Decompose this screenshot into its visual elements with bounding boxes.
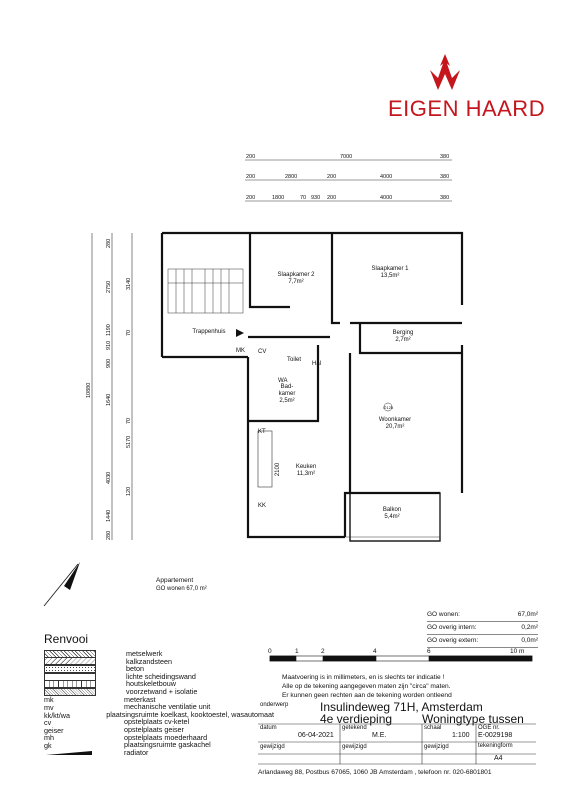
top-dimensions (240, 150, 460, 210)
legend-key-cv: cv (44, 718, 52, 728)
room-slaapkamer-2-name: Slaapkamer 2 (277, 272, 315, 278)
room-balkon (372, 507, 412, 521)
dim-left-inner-2: 2750 (106, 280, 112, 293)
room-balkon-area: 5,4m² (384, 514, 400, 520)
legend-key-mv: mv (44, 702, 54, 712)
tb-type: Woningtype tussen (422, 712, 524, 726)
legend-row-voorzetwand (44, 688, 274, 696)
dim-left-mid-4: 5170 (126, 435, 132, 448)
legend-label: plaatsingsruimte koelkast, kooktoestel, wasautomaat (106, 709, 274, 719)
scale-tick-4: 4 (373, 648, 377, 655)
dim-row2-c: 200 (327, 174, 337, 180)
renvooi-title: Renvooi (44, 632, 89, 646)
dim-row3-b: 1800 (272, 195, 285, 201)
eigen-haard-logo-mark (424, 54, 466, 90)
tb-tekeningform: A4 (494, 755, 503, 762)
room-woonkamer (372, 417, 418, 431)
go-value: 67,0m² (517, 611, 538, 618)
room-badkamer-line2: kamer (278, 391, 296, 397)
room-balkon-name: Balkon (382, 507, 402, 513)
note-line: Alle op de tekening aangegeven maten zijn "circa" maten. (282, 683, 451, 691)
room-slaapkamer-1 (360, 266, 420, 280)
scale-end-label: 10 m (510, 648, 525, 655)
tb-address: Insulindeweg 71H, Amsterdam (320, 700, 483, 714)
tb-tekeningform-label: tekeningform (478, 743, 513, 749)
legend-label: opstelplaats geiser (124, 724, 184, 734)
legend-key-mh: mh (44, 733, 54, 743)
drawing-notes (282, 673, 452, 701)
go-value: 0,0m² (521, 637, 538, 644)
legend-swatch-radiator (44, 750, 94, 756)
marker-vent: ∅125 (383, 405, 394, 410)
left-dimensions (80, 228, 140, 548)
room-hal: Hal (312, 361, 322, 367)
dim-left-outer: 10880 (86, 382, 92, 398)
room-berging (383, 330, 423, 344)
dim-row2-d: 4000 (380, 174, 393, 180)
scale-bar (262, 646, 542, 670)
title-block (258, 700, 536, 766)
tb-schaal-label: schaal (424, 725, 442, 731)
room-keuken-area: 11,3m² (296, 471, 316, 477)
legend-label: mechanische ventilatie unit (124, 702, 211, 712)
tb-floor: 4e verdieping (320, 712, 393, 726)
tb-gewijzigd-2: gewijzigd (342, 744, 367, 750)
legend-label: meterkast (124, 694, 156, 704)
room-badkamer (272, 384, 302, 405)
legend-label: beton (126, 664, 144, 674)
legend-key-gk: gk (44, 740, 52, 750)
renvooi-legend (44, 650, 274, 756)
dim-left-mid-5: 120 (126, 486, 132, 496)
legend-label: voorzetwand + isolatie (126, 686, 198, 696)
marker-kt: KT (258, 429, 266, 435)
legend-label: opstelplaats cv-ketel (124, 717, 190, 727)
room-trappenhuis: Trappenhuis (192, 329, 226, 335)
legend-row-gk (44, 741, 274, 749)
dim-left-inner-4: 910 (106, 340, 112, 350)
room-keuken (286, 464, 326, 478)
dim-left-mid-2: 70 (126, 329, 132, 336)
tb-onderwerp-label: onderwerp (260, 702, 289, 708)
scale-tick-6: 6 (427, 648, 431, 655)
legend-key-geiser: geiser (44, 725, 64, 735)
marker-dim-2100: 2100 (275, 462, 282, 477)
marker-kk: KK (258, 503, 267, 509)
tb-datum: 06-04-2021 (298, 732, 334, 739)
tb-getekend: M.E. (372, 732, 387, 739)
legend-label: opstelplaats moederhaard (124, 732, 208, 742)
legend-label: radiator (124, 747, 149, 757)
legend-row-radiator (44, 749, 274, 757)
room-badkamer-area: 2,5m² (279, 398, 295, 404)
room-toilet: Toilet (287, 357, 302, 363)
legend-label: houtskeletbouw (126, 679, 176, 689)
dim-row1-c: 380 (440, 154, 450, 160)
dim-left-inner-1: 280 (106, 238, 112, 248)
dim-row2-a: 200 (246, 174, 256, 180)
room-berging-area: 2,7m² (395, 337, 411, 343)
tb-oge-label: OGE nr. (478, 725, 500, 731)
dim-row3-g: 380 (440, 195, 450, 201)
scale-tick-1: 1 (295, 648, 299, 655)
marker-mk: MK (236, 348, 245, 354)
tb-gewijzigd-3: gewijzigd (424, 744, 449, 750)
dim-left-mid-3: 70 (126, 417, 132, 424)
tb-datum-label: datum (260, 725, 277, 731)
appartement-title: Appartement (156, 577, 194, 584)
go-table (427, 609, 538, 648)
marker-wa: WA (278, 378, 288, 384)
dim-row3-f: 4000 (380, 195, 393, 201)
dim-left-inner-8: 1440 (106, 509, 112, 522)
tb-oge: E-0029198 (478, 732, 513, 739)
dim-left-inner-6: 1640 (106, 393, 112, 406)
go-row-wonen (427, 609, 538, 622)
scale-tick-0: 0 (268, 648, 272, 655)
dim-row2-b: 2800 (285, 174, 298, 180)
footer-address: Arlandaweg 88, Postbus 67065, 1060 JB Amsterdam , telefoon nr. 020-6801801 (258, 769, 492, 776)
dim-left-mid-1: 3140 (126, 277, 132, 290)
north-arrow-icon (40, 560, 85, 610)
legend-label: kalkzandsteen (126, 656, 172, 666)
go-label: GO wonen: (427, 611, 460, 618)
go-row-intern (427, 622, 538, 635)
dim-left-inner-9: 280 (106, 530, 112, 540)
room-slaapkamer-1-name: Slaapkamer 1 (371, 266, 409, 272)
dim-row3-d: 930 (311, 195, 321, 201)
go-label: GO overig extern: (427, 637, 479, 644)
legend-key-kk-kt-wa: kk/kt/wa (44, 710, 70, 720)
dim-left-inner-3: 1190 (106, 324, 112, 336)
room-berging-name: Berging (392, 330, 414, 336)
legend-label: plaatsingsruimte gaskachel (124, 740, 211, 750)
room-slaapkamer-2-area: 7,7m² (288, 279, 304, 285)
room-badkamer-line1: Bad- (280, 384, 294, 390)
note-line: Er kunnen geen rechten aan de tekening worden ontleend (282, 692, 452, 700)
dim-row1-a: 200 (246, 154, 256, 160)
dim-row2-e: 380 (440, 174, 450, 180)
legend-label: lichte scheidingswand (126, 671, 196, 681)
dim-row3-e: 200 (327, 195, 337, 201)
tb-gewijzigd-1: gewijzigd (260, 744, 285, 750)
room-keuken-name: Keuken (295, 464, 317, 470)
dim-left-inner-7: 4030 (106, 471, 112, 484)
brand-name: EIGEN HAARD (388, 96, 546, 121)
dim-row3-a: 200 (246, 195, 256, 201)
room-woonkamer-area: 20,7m² (385, 424, 405, 430)
legend-key-mk: mk (44, 695, 54, 705)
tb-getekend-label: getekend (342, 725, 367, 731)
room-woonkamer-name: Woonkamer (378, 417, 412, 423)
scale-tick-2: 2 (321, 648, 325, 655)
dim-left-inner-5: 900 (106, 358, 112, 368)
tb-schaal: 1:100 (452, 732, 470, 739)
room-slaapkamer-2 (266, 272, 326, 286)
marker-cv: CV (258, 349, 267, 355)
room-slaapkamer-1-area: 13,5m² (380, 273, 400, 279)
go-value: 0,2m² (521, 624, 538, 631)
dim-row3-c: 70 (300, 195, 307, 201)
note-line: Maatvoering is in millimeters, en is slechts ter indicatie ! (282, 674, 445, 681)
go-label: GO overig intern: (427, 624, 477, 631)
dim-row1-b: 7000 (340, 154, 353, 160)
appartement-go: GO wonen 67,0 m² (156, 586, 207, 592)
legend-label: metselwerk (126, 649, 163, 658)
